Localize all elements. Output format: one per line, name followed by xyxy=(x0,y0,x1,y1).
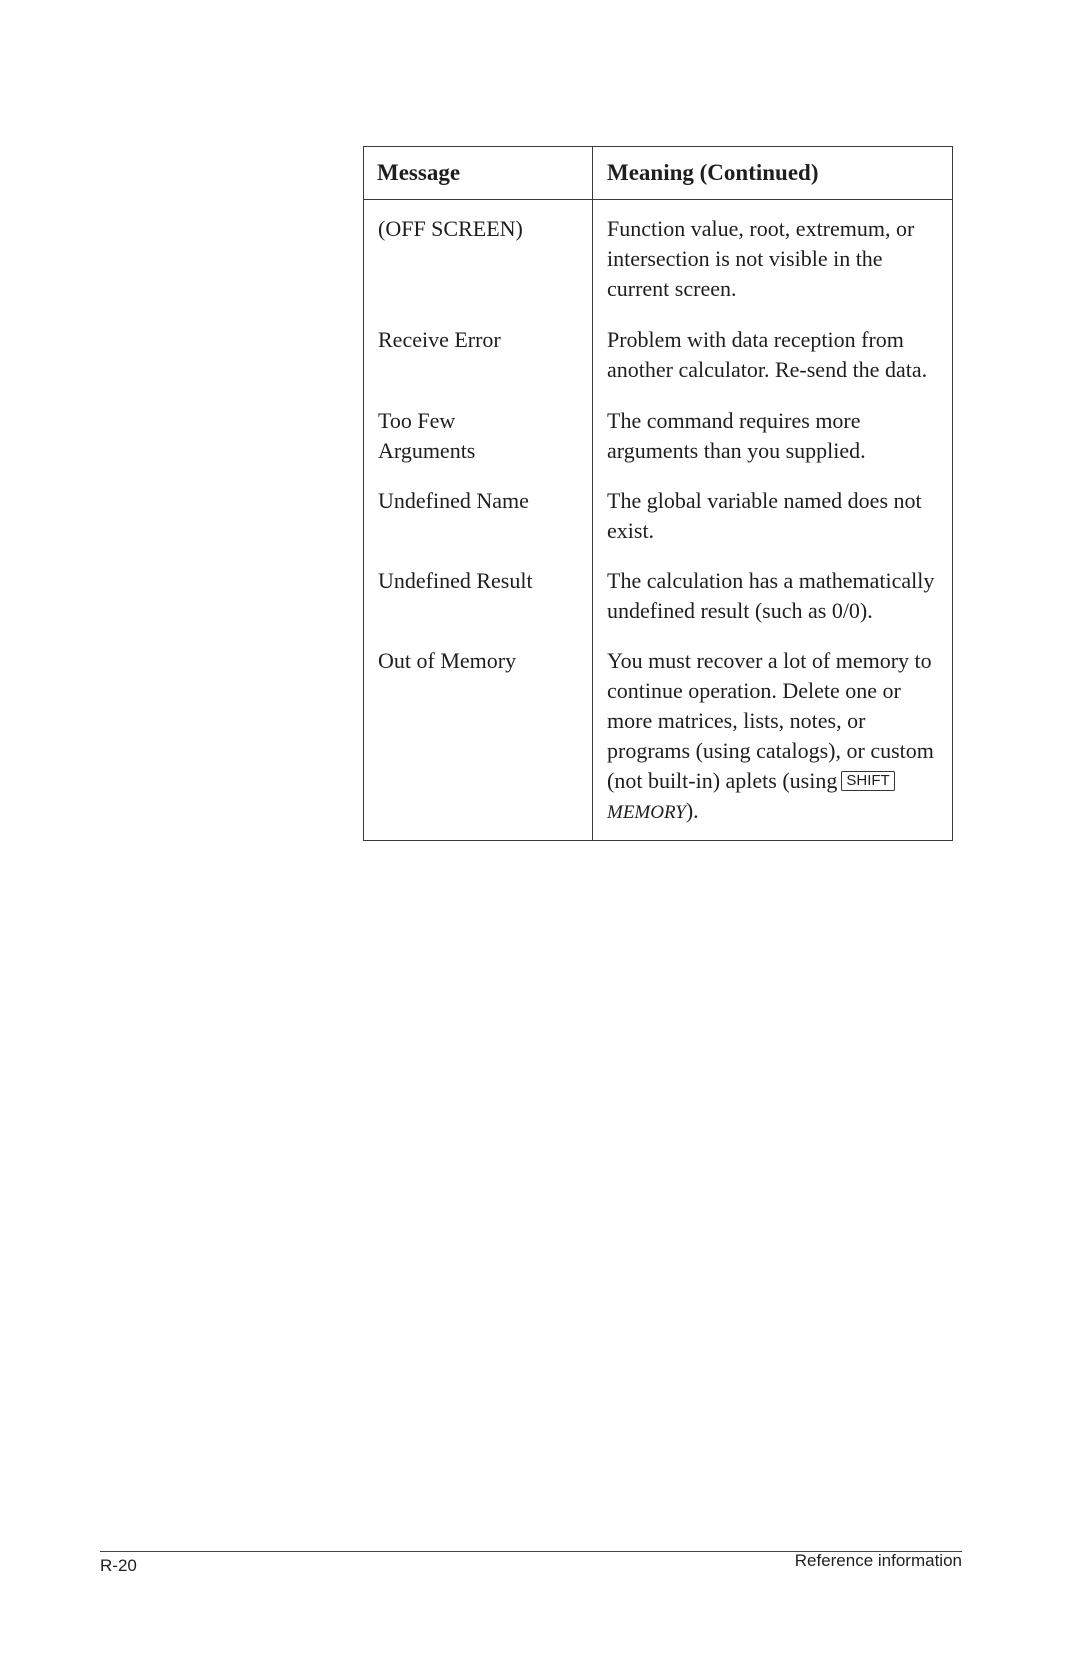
meaning-cell xyxy=(592,646,952,828)
header-meaning: Meaning (Continued) xyxy=(607,160,819,185)
table-row xyxy=(364,646,952,828)
message-cell: Undefined Result xyxy=(378,568,533,593)
message-cell: Undefined Name xyxy=(378,488,529,513)
table-header xyxy=(364,147,952,200)
table-row xyxy=(364,566,952,626)
message-cell: Too Few Arguments xyxy=(378,408,476,463)
meaning-cell: Function value, root, extremum, or intersection is not visible in the current screen. xyxy=(607,216,915,301)
shift-key-icon: SHIFT xyxy=(841,771,894,791)
table-row xyxy=(364,486,952,546)
table-row xyxy=(364,406,952,466)
section-title: Reference information xyxy=(794,1551,962,1570)
meaning-cell: Problem with data reception from another calculator. Re-send the data. xyxy=(607,327,928,382)
header-message: Message xyxy=(377,160,461,185)
table-row xyxy=(364,325,952,385)
message-cell: (OFF SCREEN) xyxy=(378,216,523,241)
meaning-cell: The global variable named does not exist. xyxy=(607,488,922,543)
message-cell: Receive Error xyxy=(378,327,501,352)
message-cell: Out of Memory xyxy=(378,648,517,673)
table-body xyxy=(364,200,952,840)
meaning-cell: The calculation has a mathematically undefined result (such as 0/0). xyxy=(607,568,935,623)
memory-menu-label: MEMORY xyxy=(607,802,686,823)
meaning-cell: The command requires more arguments than you supplied. xyxy=(607,408,866,463)
meaning-text-end: ). xyxy=(685,798,699,823)
table-row xyxy=(364,214,952,304)
meaning-text: You must recover a lot of memory to continue operation. Delete one or more matrices, lists, notes, or programs (using catalogs), or custom (not built-in) aplets (using xyxy=(607,648,934,793)
page-number: R-20 xyxy=(100,1556,137,1575)
error-message-table xyxy=(363,146,953,841)
